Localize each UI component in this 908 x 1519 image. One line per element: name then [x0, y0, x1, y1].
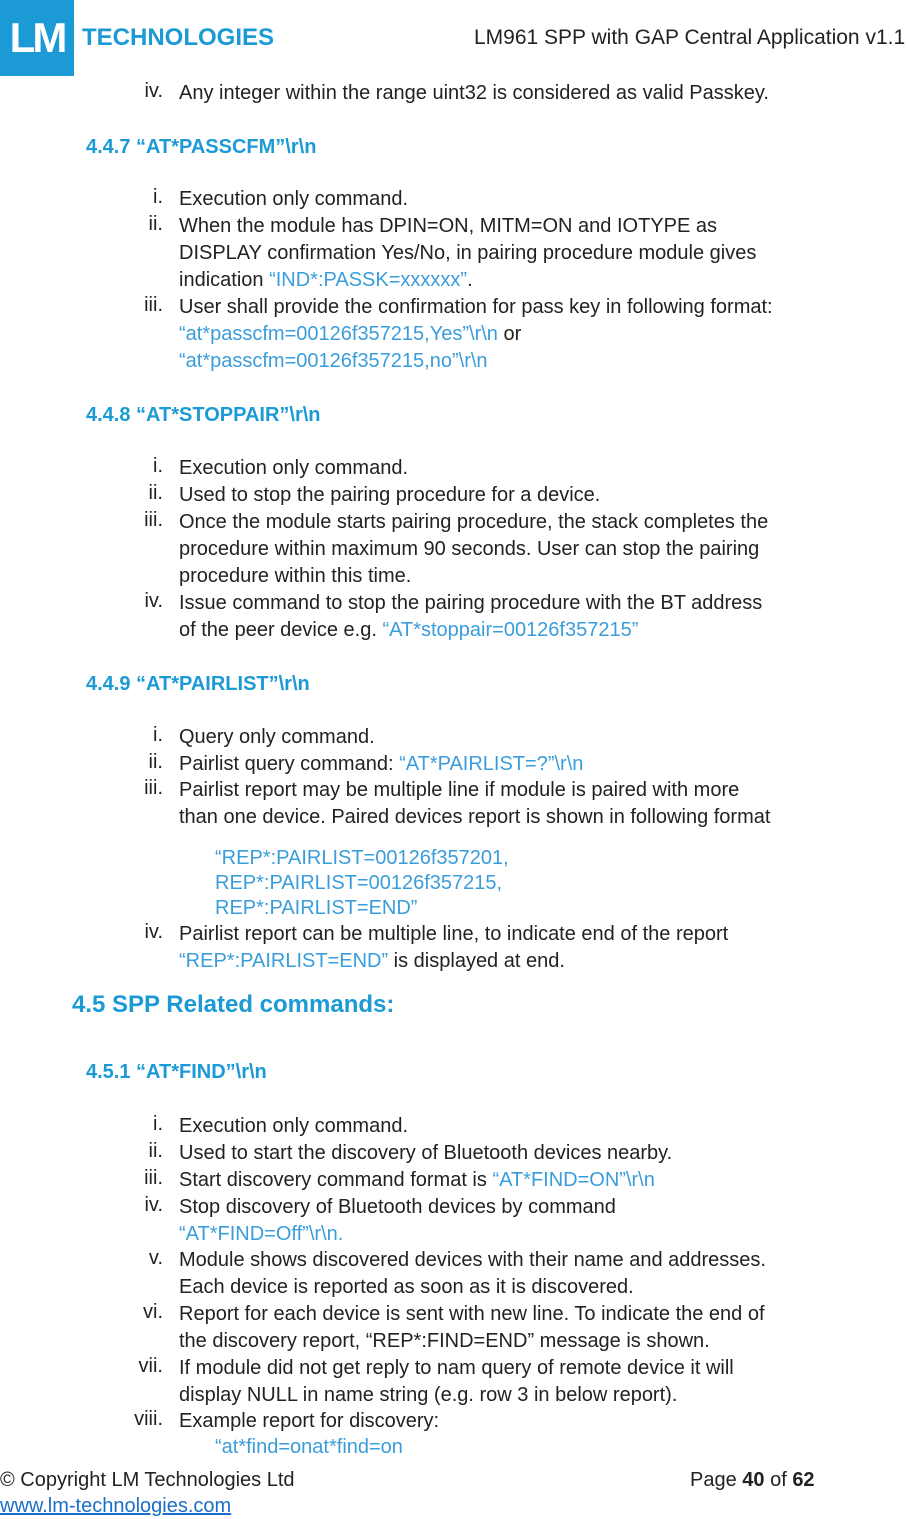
inline-code: “AT*FIND=Off”\r\n. [179, 1223, 344, 1245]
document-title: LM961 SPP with GAP Central Application v1.1 [474, 26, 906, 49]
inline-code: “AT*stoppair=00126f357215” [382, 619, 639, 641]
code-line: “REP*:PAIRLIST=00126f357201, [215, 847, 509, 869]
logo-mark: LM [0, 0, 74, 76]
inline-code: “AT*FIND=ON”\r\n [492, 1169, 655, 1191]
footer-copyright: © Copyright LM Technologies Ltd [0, 1469, 295, 1491]
section-heading-4-4-7: 4.4.7 “AT*PASSCFM”\r\n [86, 136, 317, 158]
inline-code: “REP*:PAIRLIST=END” [179, 950, 389, 972]
code-line: REP*:PAIRLIST=00126f357215, [215, 872, 503, 894]
section-heading-4-4-9: 4.4.9 “AT*PAIRLIST”\r\n [86, 673, 310, 695]
footer-website-link[interactable]: www.lm-technologies.com [0, 1495, 232, 1517]
section-heading-4-5: 4.5 SPP Related commands: [72, 991, 395, 1018]
inline-code: “at*passcfm=00126f357215,Yes”\r\n [179, 323, 498, 345]
inline-code: “AT*PAIRLIST=?”\r\n [399, 753, 584, 775]
logo-text: TECHNOLOGIES [82, 24, 275, 51]
inline-code: “IND*:PASSK=xxxxxx” [269, 269, 468, 291]
section-heading-4-4-8: 4.4.8 “AT*STOPPAIR”\r\n [86, 404, 321, 426]
code-line: “at*find=onat*find=on [215, 1436, 403, 1458]
section-heading-4-5-1: 4.5.1 “AT*FIND”\r\n [86, 1061, 267, 1083]
code-line: REP*:PAIRLIST=END” [215, 897, 418, 919]
page-number: Page 40 of 62 [690, 1469, 815, 1491]
inline-code: “at*passcfm=00126f357215,no”\r\n [179, 350, 488, 372]
